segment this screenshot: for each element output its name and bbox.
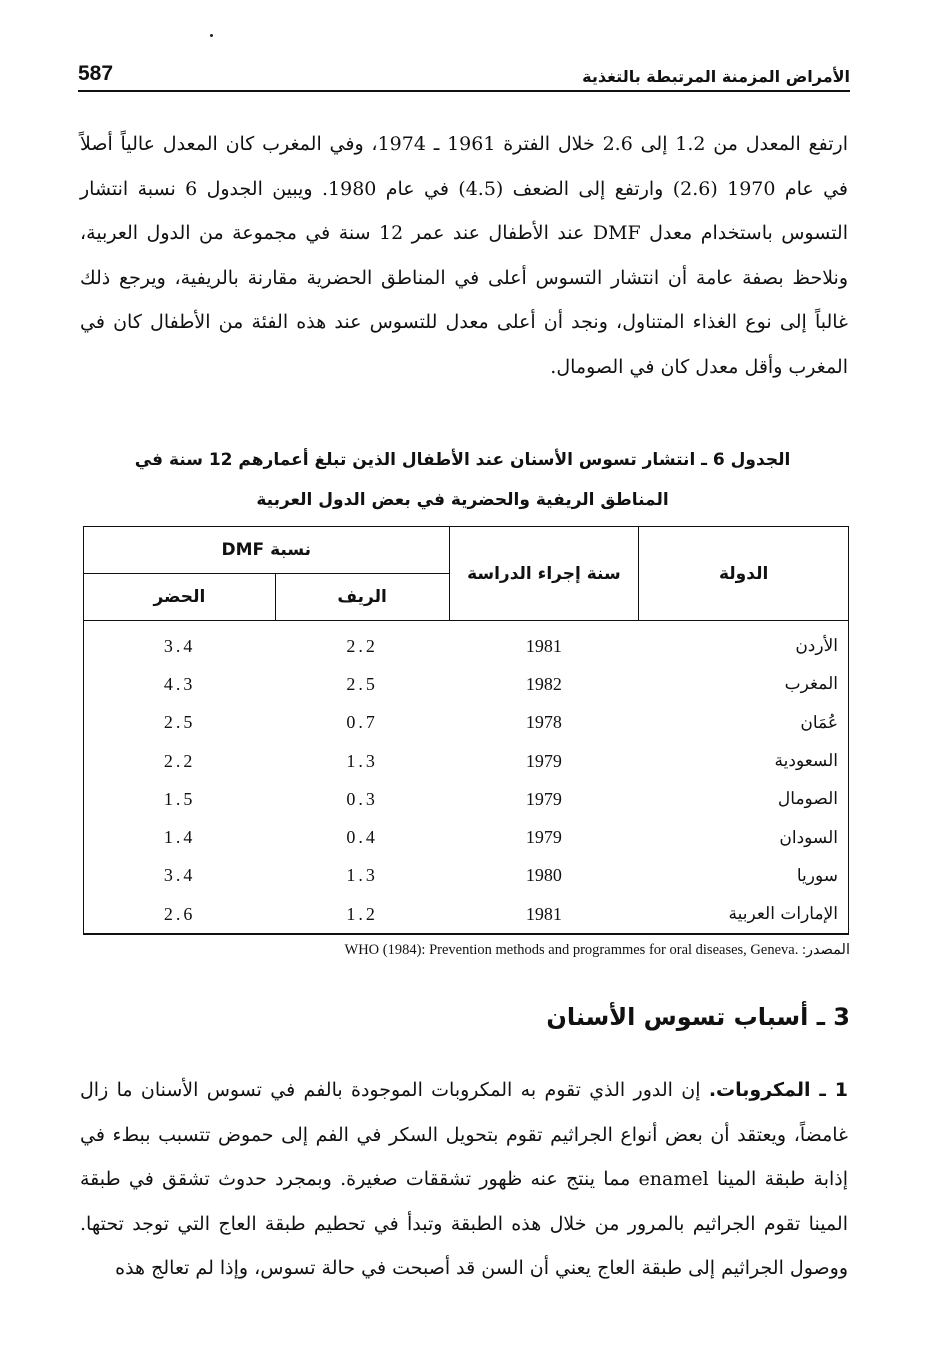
cell-rural: 0.3 — [346, 788, 378, 809]
cell-urban: 2.6 — [84, 895, 276, 934]
cell-rural: 1.3 — [346, 750, 378, 771]
table-source — [160, 942, 850, 959]
table-row — [84, 704, 849, 742]
cell-rural: 0.4 — [346, 827, 378, 848]
cell-urban: 1.4 — [163, 827, 196, 848]
source-label: المصدر: — [801, 942, 850, 958]
section-paragraph-text: إن الدور الذي تقوم به المكروبات الموجودة بالفم في تسوس الأسنان ما زال غامضاً، ويعتقد أن بعض أنواع الجراثيم تقوم بتحويل السكر في الفم إلى حموض تتسبب ببطء في إذابة طبقة المينا enamel مما ينتج عنه ظهور تشققات صغيرة. وبمجرد حدوث تشقق في طبقة المينا تقوم الجراثيم بالمرور من خلال هذه الطبقة وتبدأ في تحطيم طبقة العاج التي توجد تحتها. ووصول الجراثيم إلى طبقة العاج يعني أن السن قد أصبحت في حالة تسوس، وإذا لم تعالج هذه — [80, 1079, 848, 1279]
cell-country: الصومال — [777, 789, 838, 810]
section-heading: 3 ـ أسباب تسوس الأسنان — [546, 1003, 850, 1031]
source-citation: WHO (1984): Prevention methods and programmes for oral diseases, Geneva. — [344, 942, 799, 958]
cell-country: سوريا — [796, 865, 838, 886]
header-year: سنة إجراء الدراسة — [449, 527, 639, 621]
dmf-table — [83, 526, 849, 935]
cell-year: 1980 — [525, 865, 562, 886]
cell-urban: 2.2 — [163, 750, 196, 771]
cell-country: المغرب — [784, 674, 838, 695]
cell-rural: 2.5 — [346, 673, 378, 694]
table-row — [84, 895, 849, 934]
cell-urban: 3.4 — [163, 635, 196, 656]
header-dmf: نسبة DMF — [84, 527, 450, 574]
cell-urban: 4.3 — [163, 673, 196, 694]
table-row — [84, 857, 849, 895]
cell-country: السودان — [779, 827, 838, 848]
table-row — [84, 742, 849, 780]
cell-urban: 1.5 — [163, 788, 196, 809]
page-number: 587 — [78, 62, 114, 85]
table-row — [84, 780, 849, 818]
cell-rural: 1.3 — [346, 865, 378, 886]
table-caption-line-1: الجدول 6 ـ انتشار تسوس الأسنان عند الأطفال الذين تبلغ أعمارهم 12 سنة في — [134, 450, 791, 470]
scan-speck — [210, 34, 213, 37]
cell-year: 1979 — [525, 750, 562, 771]
page-header — [78, 58, 850, 92]
cell-year: 1979 — [525, 827, 562, 848]
cell-country: عُمَان — [800, 712, 838, 733]
cell-urban: 2.5 — [163, 712, 196, 733]
table-row — [84, 621, 849, 666]
cell-urban: 3.4 — [163, 865, 196, 886]
table-row — [84, 665, 849, 703]
table-row — [84, 818, 849, 856]
cell-year: 1978 — [525, 712, 562, 733]
header-urban: الحضر — [84, 574, 276, 621]
cell-rural: 2.2 — [346, 635, 378, 656]
cell-country: الأردن — [795, 636, 838, 657]
intro-paragraph: ارتفع المعدل من 1.2 إلى 2.6 خلال الفترة 1961 ـ 1974، وفي المغرب كان المعدل عالياً أصلاً في عام 1970 (2.6) وارتفع إلى الضعف (4.5) في عام 1980. ويبين الجدول 6 نسبة انتشار التسوس باستخدام معدل DMF عند الأطفال عند عمر 12 سنة في مجموعة من الدول العربية، ونلاحظ بصفة عامة أن انتشار التسوس أعلى في المناطق الحضرية مقارنة بالريفية، ويرجع ذلك غالباً إلى نوع الغذاء المتناول، ونجد أن أعلى معدل للتسوس عند هذه الفئة من الأطفال كان في المغرب وأقل معدل كان في الصومال. — [80, 133, 849, 378]
cell-year: 1981 — [449, 895, 639, 934]
section-paragraph — [80, 1068, 848, 1291]
running-title: الأمراض المزمنة المرتبطة بالتغذية — [582, 67, 850, 86]
table-caption — [95, 440, 830, 520]
cell-country: الإمارات العربية — [639, 895, 849, 934]
table-caption-line-2: المناطق الريفية والحضرية في بعض الدول العربية — [256, 490, 669, 510]
subsection-label: 1 ـ المكروبات. — [708, 1079, 849, 1101]
cell-year: 1979 — [525, 788, 562, 809]
cell-year: 1982 — [525, 673, 562, 694]
header-country: الدولة — [639, 527, 849, 621]
cell-rural: 0.7 — [346, 712, 378, 733]
cell-year: 1981 — [525, 635, 562, 656]
cell-country: السعودية — [774, 751, 838, 772]
cell-rural: 1.2 — [275, 895, 449, 934]
header-rural: الريف — [275, 574, 449, 621]
